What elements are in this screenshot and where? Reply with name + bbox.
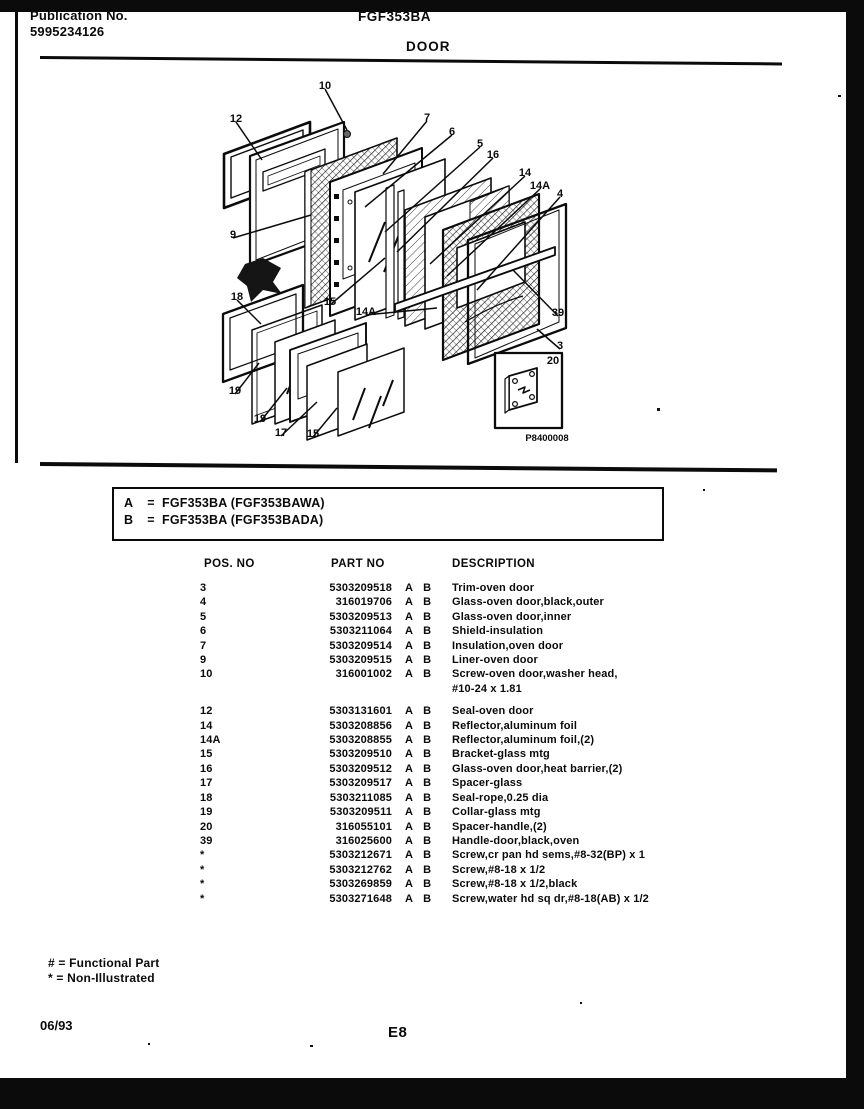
model-flag: A bbox=[405, 863, 414, 876]
cell-part-no: 5303209512 bbox=[329, 762, 392, 775]
table-row bbox=[200, 581, 680, 595]
cell-model-flags bbox=[392, 877, 452, 891]
cell-description: Screw-oven door,washer head, bbox=[452, 668, 618, 681]
exploded-diagram bbox=[85, 72, 645, 472]
cell-pos-no: 10 bbox=[200, 668, 213, 681]
model-flag: A bbox=[405, 806, 414, 819]
cell-part-no: 5303209518 bbox=[329, 582, 392, 594]
cell-pos-no: 14A bbox=[200, 734, 221, 747]
col-header-pos-no: POS. NO bbox=[204, 558, 255, 570]
cell-description: Reflector,aluminum foil bbox=[452, 719, 578, 732]
table-row bbox=[200, 877, 680, 891]
cell-description: Seal-oven door bbox=[452, 705, 534, 718]
cell-description: Reflector,aluminum foil,(2) bbox=[452, 734, 595, 747]
cell-description: Bracket-glass mtg bbox=[452, 748, 550, 761]
cell-part-no: 316055101 bbox=[335, 820, 392, 833]
cell-pos-no: 39 bbox=[200, 834, 213, 847]
model-flag: B bbox=[423, 849, 432, 862]
model-flag: B bbox=[423, 863, 432, 876]
model-flag: A bbox=[405, 668, 414, 681]
cell-model-flags bbox=[392, 834, 452, 848]
scan-edge-right bbox=[846, 0, 864, 1109]
cell-model-flags bbox=[392, 704, 452, 718]
table-row bbox=[200, 791, 680, 805]
diagram-callout-15: 15 bbox=[306, 427, 320, 440]
cell-part-no: 5303208855 bbox=[329, 734, 392, 747]
model-flag: B bbox=[423, 705, 432, 718]
cell-model-flags bbox=[392, 581, 452, 595]
cell-pos-no: 9 bbox=[200, 654, 207, 667]
cell-part-no: 5303211064 bbox=[329, 625, 392, 638]
diagram-callout-5: 5 bbox=[476, 137, 484, 150]
diagram-callout-3: 3 bbox=[556, 339, 564, 352]
model-flag: A bbox=[405, 748, 414, 761]
cell-model-flags bbox=[392, 610, 452, 624]
model-flag: B bbox=[423, 834, 432, 847]
cell-description: Screw,cr pan hd sems,#8-32(BP) x 1 bbox=[452, 849, 645, 862]
model-flag: B bbox=[423, 777, 432, 790]
cell-part-no: 5303209513 bbox=[329, 610, 392, 623]
legend-value: FGF353BA (FGF353BADA) bbox=[162, 513, 324, 527]
table-group-gap bbox=[200, 696, 680, 704]
cell-pos-no: * bbox=[200, 863, 205, 876]
cell-part-no: 5303131601 bbox=[329, 705, 392, 718]
diagram-callout-20: 20 bbox=[546, 354, 560, 367]
model-flag: B bbox=[423, 762, 432, 775]
table-row-continuation bbox=[200, 682, 680, 696]
exploded-diagram-svg bbox=[85, 72, 645, 472]
cell-part-no: 5303209511 bbox=[329, 806, 392, 819]
diagram-callout-10: 10 bbox=[318, 79, 332, 92]
model-flag: B bbox=[423, 668, 432, 681]
model-flag: B bbox=[423, 791, 432, 804]
page-number: E8 bbox=[388, 1024, 408, 1041]
table-row bbox=[200, 848, 680, 862]
cell-description: Spacer-glass bbox=[452, 777, 523, 790]
model-flag: A bbox=[405, 762, 414, 775]
cell-model-flags bbox=[392, 892, 452, 906]
table-row bbox=[200, 653, 680, 667]
diagram-callout-39: 39 bbox=[551, 306, 565, 319]
diagram-callout-9: 9 bbox=[229, 228, 237, 241]
model-flag: A bbox=[405, 849, 414, 862]
cell-description: Insulation,oven door bbox=[452, 639, 564, 652]
cell-pos-no: * bbox=[200, 849, 205, 862]
cell-part-no: 5303211085 bbox=[329, 791, 392, 804]
col-header-part-no: PART NO bbox=[331, 558, 385, 570]
diagram-callout-18: 18 bbox=[230, 290, 244, 303]
cell-pos-no: 18 bbox=[200, 791, 213, 804]
cell-model-flags bbox=[392, 639, 452, 653]
cell-model-flags bbox=[392, 848, 452, 862]
publication-number: 5995234126 bbox=[30, 24, 105, 39]
model-flag: B bbox=[423, 610, 432, 623]
footnote-non-illustrated: * = Non-Illustrated bbox=[48, 971, 155, 985]
cell-pos-no: 17 bbox=[200, 777, 213, 790]
model-flag: A bbox=[405, 719, 414, 732]
scan-speck bbox=[580, 1002, 582, 1004]
model-flag: B bbox=[423, 878, 432, 891]
table-row bbox=[200, 892, 680, 906]
model-flag: A bbox=[405, 610, 414, 623]
model-flag: A bbox=[405, 596, 414, 609]
header-rule bbox=[40, 56, 782, 65]
cell-model-flags bbox=[392, 653, 452, 667]
revision-date: 06/93 bbox=[40, 1018, 73, 1033]
cell-model-flags bbox=[392, 791, 452, 805]
diagram-callout-17: 17 bbox=[274, 426, 288, 439]
table-row bbox=[200, 863, 680, 877]
model-flag: B bbox=[423, 734, 432, 747]
cell-pos-no: 5 bbox=[200, 610, 207, 623]
scan-speck bbox=[838, 95, 841, 97]
model-flag: A bbox=[405, 834, 414, 847]
legend-value: FGF353BA (FGF353BAWA) bbox=[162, 496, 325, 510]
model-flag: A bbox=[405, 625, 414, 638]
table-row bbox=[200, 704, 680, 718]
table-row bbox=[200, 733, 680, 747]
cell-part-no: 5303212671 bbox=[329, 849, 392, 862]
legend-equals: = bbox=[147, 496, 155, 510]
cell-model-flags bbox=[392, 667, 452, 681]
model-flag: A bbox=[405, 639, 414, 652]
cell-model-flags bbox=[392, 624, 452, 638]
cell-description: Seal-rope,0.25 dia bbox=[452, 791, 549, 804]
scan-edge-bottom bbox=[0, 1078, 864, 1109]
scan-speck bbox=[657, 408, 660, 411]
cell-model-flags bbox=[392, 805, 452, 819]
scan-speck bbox=[703, 489, 705, 491]
model-flag: A bbox=[405, 878, 414, 891]
col-header-description: DESCRIPTION bbox=[452, 558, 535, 570]
model-flag: A bbox=[405, 791, 414, 804]
table-row bbox=[200, 639, 680, 653]
cell-part-no: 316001002 bbox=[335, 668, 392, 681]
cell-description: Screw,water hd sq dr,#8-18(AB) x 1/2 bbox=[452, 892, 649, 905]
model-flag: B bbox=[423, 654, 432, 667]
cell-part-no: 5303212762 bbox=[329, 863, 392, 876]
table-row bbox=[200, 667, 680, 681]
cell-description: Spacer-handle,(2) bbox=[452, 820, 547, 833]
model-flag: B bbox=[423, 625, 432, 638]
diagram-callout-12: 12 bbox=[229, 112, 243, 125]
model-flag: B bbox=[423, 748, 432, 761]
legend-key: B bbox=[124, 513, 134, 527]
parts-table bbox=[200, 581, 680, 906]
scan-edge-top bbox=[0, 0, 864, 12]
model-flag: B bbox=[423, 639, 432, 652]
model-legend-rows bbox=[124, 495, 662, 529]
footnote-functional: # = Functional Part bbox=[48, 956, 160, 970]
cell-model-flags bbox=[392, 863, 452, 877]
legend-key: A bbox=[124, 496, 134, 510]
table-row bbox=[200, 776, 680, 790]
cell-description: Glass-oven door,heat barrier,(2) bbox=[452, 762, 623, 775]
cell-description: Collar-glass mtg bbox=[452, 806, 541, 819]
table-row bbox=[200, 820, 680, 834]
cell-pos-no bbox=[200, 682, 300, 696]
cell-part-no: 316025600 bbox=[335, 834, 392, 847]
cell-model-flags bbox=[392, 682, 452, 696]
model-legend-row bbox=[124, 512, 662, 529]
model-legend-box bbox=[112, 487, 664, 541]
cell-pos-no: 7 bbox=[200, 639, 207, 652]
cell-part-no: 5303209517 bbox=[329, 777, 392, 790]
cell-pos-no: 12 bbox=[200, 705, 213, 718]
table-row bbox=[200, 624, 680, 638]
model-flag: A bbox=[405, 777, 414, 790]
scan-edge-left-line bbox=[15, 11, 18, 463]
cell-pos-no: 20 bbox=[200, 820, 213, 833]
model-flag: A bbox=[405, 734, 414, 747]
table-row bbox=[200, 747, 680, 761]
cell-pos-no: 14 bbox=[200, 719, 213, 732]
cell-description: Glass-oven door,inner bbox=[452, 610, 572, 623]
cell-model-flags bbox=[392, 776, 452, 790]
table-row bbox=[200, 762, 680, 776]
table-row bbox=[200, 834, 680, 848]
cell-model-flags bbox=[392, 733, 452, 747]
cell-description: Screw,#8-18 x 1/2 bbox=[452, 863, 546, 876]
cell-model-flags bbox=[392, 719, 452, 733]
cell-pos-no: 3 bbox=[200, 582, 207, 594]
scan-speck bbox=[148, 1043, 150, 1045]
publication-label: Publication No. bbox=[30, 8, 128, 23]
diagram-callout-4: 4 bbox=[556, 187, 564, 200]
cell-description: Screw,#8-18 x 1/2,black bbox=[452, 878, 578, 891]
table-row bbox=[200, 610, 680, 624]
diagram-callout-19: 19 bbox=[253, 412, 267, 425]
model-flag: A bbox=[405, 892, 414, 905]
diagram-callout-7: 7 bbox=[423, 111, 431, 124]
section-title: DOOR bbox=[406, 39, 451, 54]
model-flag: B bbox=[423, 596, 432, 609]
diagram-callout-14: 14 bbox=[518, 166, 532, 179]
cell-model-flags bbox=[392, 747, 452, 761]
model-flag: B bbox=[423, 806, 432, 819]
diagram-callout-16: 16 bbox=[486, 148, 500, 161]
model-number: FGF353BA bbox=[358, 9, 432, 24]
model-flag: A bbox=[405, 654, 414, 667]
cell-part-no: 316019706 bbox=[335, 596, 392, 609]
cell-description: Glass-oven door,black,outer bbox=[452, 596, 604, 609]
cell-description: #10-24 x 1.81 bbox=[452, 682, 522, 695]
cell-model-flags bbox=[392, 820, 452, 834]
cell-part-no: 5303209515 bbox=[329, 654, 392, 667]
cell-model-flags bbox=[392, 595, 452, 609]
model-flag: A bbox=[405, 820, 414, 833]
diagram-callout-14A: 14A bbox=[355, 305, 377, 318]
diagram-callout-14A: 14A bbox=[529, 179, 551, 192]
model-flag: A bbox=[405, 705, 414, 718]
cell-part-no: 5303209510 bbox=[329, 748, 392, 761]
cell-part-no: 5303269859 bbox=[329, 878, 392, 891]
table-row bbox=[200, 805, 680, 819]
cell-part-no: 5303208856 bbox=[329, 719, 392, 732]
model-flag: B bbox=[423, 582, 432, 594]
model-legend-row bbox=[124, 495, 662, 512]
diagram-callout-15: 15 bbox=[323, 295, 337, 308]
cell-pos-no: * bbox=[200, 892, 205, 905]
model-flag: A bbox=[405, 582, 414, 594]
model-flag: B bbox=[423, 820, 432, 833]
model-flag: B bbox=[423, 892, 432, 905]
cell-part-no: 5303271648 bbox=[329, 892, 392, 905]
cell-description: Liner-oven door bbox=[452, 654, 538, 667]
cell-model-flags bbox=[392, 762, 452, 776]
cell-description: Handle-door,black,oven bbox=[452, 834, 580, 847]
cell-pos-no: 16 bbox=[200, 762, 213, 775]
legend-equals: = bbox=[147, 513, 155, 527]
cell-description: Shield-insulation bbox=[452, 625, 544, 638]
table-row bbox=[200, 719, 680, 733]
cell-pos-no: 4 bbox=[200, 596, 207, 609]
diagram-callout-6: 6 bbox=[448, 125, 456, 138]
diagram-callout-19: 19 bbox=[228, 384, 242, 397]
cell-pos-no: * bbox=[200, 878, 205, 891]
table-row bbox=[200, 595, 680, 609]
cell-part-no: 5303209514 bbox=[329, 639, 392, 652]
cell-description: Trim-oven door bbox=[452, 582, 535, 594]
scan-speck bbox=[310, 1045, 313, 1047]
inset-figure-code: P8400008 bbox=[525, 433, 569, 444]
cell-pos-no: 15 bbox=[200, 748, 213, 761]
model-flag: B bbox=[423, 719, 432, 732]
cell-pos-no: 19 bbox=[200, 806, 213, 819]
cell-pos-no: 6 bbox=[200, 625, 207, 638]
cell-part-no bbox=[300, 682, 392, 696]
